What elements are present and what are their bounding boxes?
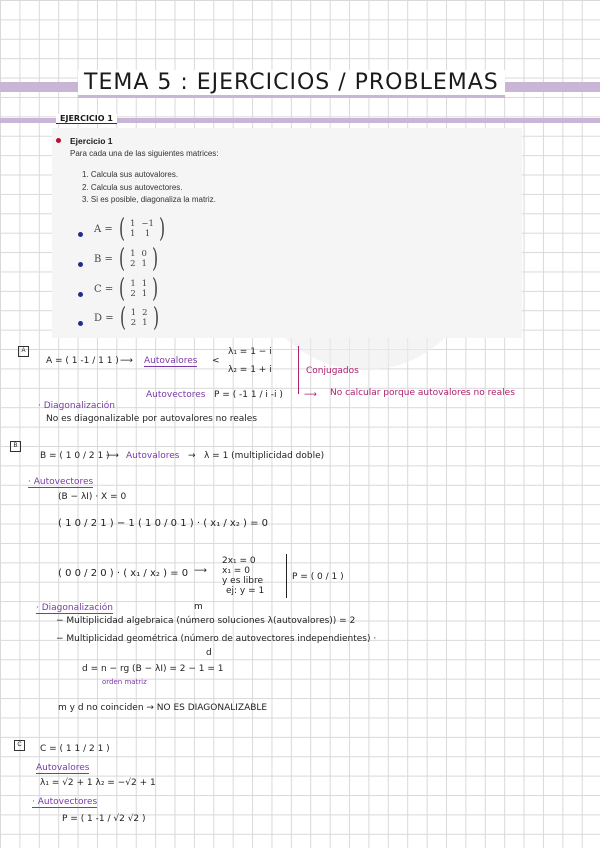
exercise-card bbox=[52, 128, 522, 338]
bullet-icon bbox=[56, 138, 61, 143]
b-multiplicidad-algebraica: − Multiplicidad algebraica (número soluciones λ(autovalores)) = 2 bbox=[56, 616, 356, 626]
cell: 2 bbox=[130, 289, 136, 299]
arrow-icon: → bbox=[188, 451, 196, 461]
arrow-icon: ⟶ bbox=[120, 356, 133, 366]
b-sys3: y es libre bbox=[222, 576, 264, 586]
fork-icon: < bbox=[212, 356, 220, 366]
b-multiplicidad-geometrica: − Multiplicidad geométrica (número de autovectores independientes) · bbox=[56, 634, 377, 644]
matrix-name: C = bbox=[94, 283, 114, 295]
c-autovalores-label: Autovalores bbox=[36, 763, 90, 773]
cell: 1 bbox=[141, 279, 148, 289]
matrix-b: B = ( 1 0 2 1 ) bbox=[94, 244, 159, 274]
b-autovectores-label: · Autovectores bbox=[28, 477, 94, 487]
page-title: TEMA 5 : EJERCICIOS / PROBLEMAS bbox=[78, 70, 505, 98]
b-sys4: ej: y = 1 bbox=[226, 586, 265, 596]
c-lambdas: λ₁ = √2 + 1 λ₂ = −√2 + 1 bbox=[40, 778, 156, 788]
arrow-icon: ⟶ bbox=[304, 390, 317, 400]
b-conclusion: m y d no coinciden → NO ES DIAGONALIZABLE bbox=[58, 703, 268, 713]
cell: 1 bbox=[141, 259, 147, 269]
b-p-matrix: P = ( 0 / 1 ) bbox=[292, 572, 344, 582]
a-autovalores-label: Autovalores bbox=[144, 356, 198, 366]
matrix-name: B = bbox=[94, 253, 113, 265]
c-p-matrix: P = ( 1 -1 / √2 √2 ) bbox=[62, 814, 146, 824]
a-lambda1: λ₁ = 1 − i bbox=[228, 347, 272, 357]
step-item: 1. Calcula sus autovalores. bbox=[82, 170, 179, 179]
a-conjugados: Conjugados bbox=[306, 366, 359, 376]
cell: 1 bbox=[142, 318, 148, 328]
b-d-formula: d = n − rg (B − λI) = 2 − 1 = 1 bbox=[82, 664, 224, 674]
brace bbox=[292, 346, 299, 394]
divider bbox=[286, 554, 287, 598]
cell: 1 bbox=[130, 308, 137, 318]
a-autovectores-label: Autovectores bbox=[146, 390, 206, 400]
b-sys1: 2x₁ = 0 bbox=[222, 556, 256, 566]
a-matrix: A = ( 1 -1 / 1 1 ) bbox=[46, 356, 119, 366]
cell: 1 bbox=[130, 249, 136, 259]
a-no-calcular: No calcular porque autovalores no reales bbox=[330, 388, 515, 398]
bullet-icon bbox=[78, 262, 83, 267]
cell: 2 bbox=[142, 308, 148, 318]
b-d-label: d bbox=[206, 648, 212, 658]
a-p-matrix: P = ( -1 1 / i -i ) bbox=[214, 390, 283, 400]
section-a-marker: A bbox=[18, 346, 29, 357]
section-c-marker: C bbox=[14, 740, 25, 751]
cell: 0 bbox=[141, 249, 147, 259]
matrix-d: D = ( 1 2 2 1 ) bbox=[94, 303, 159, 333]
a-lambda2: λ₂ = 1 + i bbox=[228, 365, 272, 375]
step-item: 2. Calcula sus autovectores. bbox=[82, 182, 183, 192]
b-eq3: ( 0 0 / 2 0 ) · ( x₁ / x₂ ) = 0 bbox=[58, 568, 189, 579]
a-diagonalizacion: · Diagonalización bbox=[38, 401, 116, 411]
cell: 2 bbox=[130, 318, 137, 328]
cell: 1 bbox=[130, 279, 136, 289]
bullet-icon bbox=[78, 321, 83, 326]
b-autovalores-label: Autovalores bbox=[126, 451, 180, 461]
matrix-c: C = ( 1 1 2 1 ) bbox=[94, 274, 159, 304]
cell: 1 bbox=[129, 229, 136, 239]
b-eq1: (B − λI) · X = 0 bbox=[58, 492, 127, 502]
section-title: EJERCICIO 1 bbox=[56, 114, 117, 124]
cell: 2 bbox=[130, 259, 136, 269]
b-sys2: x₁ = 0 bbox=[222, 566, 250, 576]
arrow-icon: ⟶ bbox=[194, 566, 207, 576]
steps-list bbox=[82, 169, 216, 207]
b-matrix: B = ( 1 0 / 2 1 ) bbox=[40, 451, 110, 461]
cell: 1 bbox=[129, 219, 136, 229]
b-orden-matriz: orden matriz bbox=[102, 678, 147, 686]
cell: −1 bbox=[141, 219, 154, 229]
b-eq2: ( 1 0 / 2 1 ) − 1 ( 1 0 / 0 1 ) · ( x₁ / x₂ ) = 0 bbox=[58, 518, 269, 529]
exercise-intro: Para cada una de las siguientes matrices: bbox=[70, 149, 219, 158]
a-no-diagonalizable: No es diagonalizable por autovalores no reales bbox=[46, 414, 258, 424]
matrix-a: A = ( 1 −1 1 1 ) bbox=[94, 214, 166, 244]
exercise-title: Ejercicio 1 bbox=[70, 136, 113, 146]
cell: 1 bbox=[144, 229, 151, 239]
b-lambda: λ = 1 (multiplicidad doble) bbox=[204, 451, 325, 461]
cell: 1 bbox=[141, 289, 148, 299]
b-diagonalizacion: · Diagonalización bbox=[36, 603, 114, 613]
bullet-icon bbox=[78, 292, 83, 297]
bullet-icon bbox=[78, 232, 83, 237]
section-b-marker: B bbox=[10, 441, 21, 452]
c-autovectores-label: · Autovectores bbox=[32, 797, 98, 807]
step-item: 3. Si es posible, diagonaliza la matriz. bbox=[82, 195, 216, 204]
matrix-name: A = bbox=[94, 223, 113, 235]
b-m-label: m bbox=[194, 602, 203, 612]
arrow-icon: ⟶ bbox=[106, 451, 119, 461]
matrix-name: D = bbox=[94, 312, 114, 324]
c-matrix: C = ( 1 1 / 2 1 ) bbox=[40, 744, 110, 754]
